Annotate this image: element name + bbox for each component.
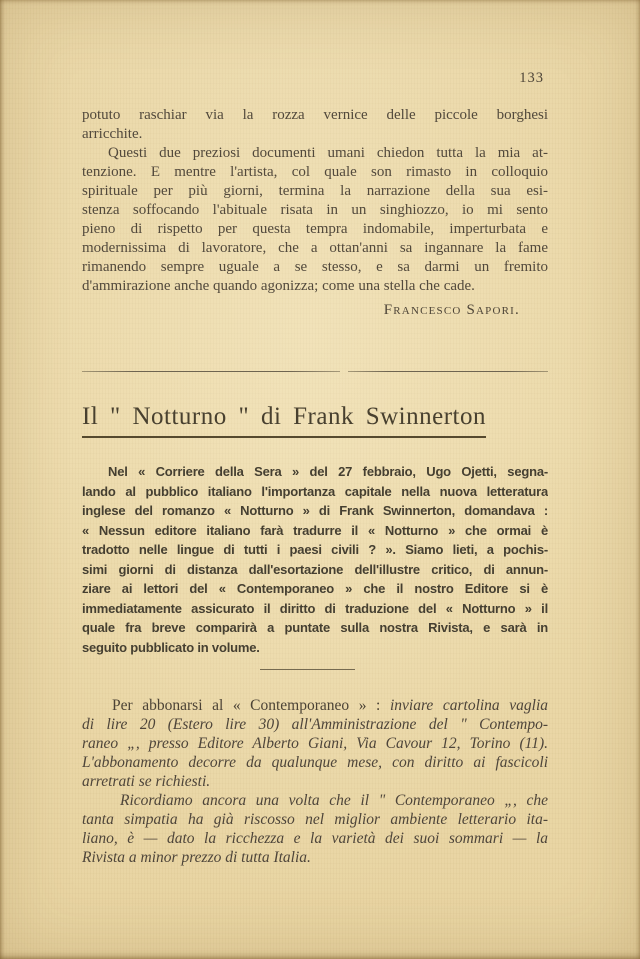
article-title-block xyxy=(82,402,548,438)
text-line: ziare ai lettori del « Contemporaneo » che il nostro Editore si è xyxy=(82,581,548,596)
text-line: liano, è — dato la ricchezza e la varietà dei suoi sommari — la xyxy=(82,830,548,847)
text-line: seguito pubblicato in volume. xyxy=(82,639,260,655)
text-line: lando al pubblico italiano l'importanza capitale nella nuova letteratura xyxy=(82,483,548,499)
text-line: Nel « Corriere della Sera » del 27 febbraio, Ugo Ojetti, segna- xyxy=(108,464,548,479)
text-line: spirituale per più giorni, termina la narrazione della sua esi- xyxy=(82,183,548,199)
text-line: inglese del romanzo « Notturno » di Frank Swinnerton, domandava : xyxy=(82,503,548,518)
subscription-lead-italic: inviare cartolina vaglia xyxy=(389,697,548,714)
subscription-lead-roman: Per abbonarsi al « Contemporaneo » : xyxy=(112,697,390,714)
text-line: tanta simpatia ha già riscosso nel miglior ambiente letterario ita- xyxy=(82,811,548,828)
paragraph xyxy=(82,144,548,296)
text-line: simi giorni di distanza dall'esortazione dell'illustre critico, di annun- xyxy=(82,561,548,577)
text-line: Questi due preziosi documenti umani chiedon tutta la mia at- xyxy=(108,145,548,161)
section-divider-rule xyxy=(82,371,548,372)
text-line: rimanendo sempre uguale a se stesso, e sa darmi un fremito xyxy=(82,259,548,275)
text-line: d'ammirazione anche quando agonizza; come una stella che cade. xyxy=(82,278,475,294)
text-line: tenzione. E mentre l'artista, col quale son rimasto in colloquio xyxy=(82,164,548,180)
text-line: arretrati se richiesti. xyxy=(82,773,211,790)
text-line: modernissima di lavoratore, che a ottan'anni sa ingannare la fame xyxy=(82,240,548,256)
text-line: stenza soffocando l'abituale risata in un singhiozzo, io mi sento xyxy=(82,202,548,218)
subscription-lead-line xyxy=(82,696,548,715)
subscription-paragraph xyxy=(82,715,548,791)
subscription-note xyxy=(82,696,548,867)
paragraph-continuation xyxy=(82,106,548,144)
text-line: quale fra breve comparirà a puntate sulla nostra Rivista, e sarà in xyxy=(82,620,548,635)
rule-segment-right xyxy=(348,371,548,372)
author-signature: Francesco Sapori. xyxy=(383,302,520,318)
text-line: raneo „, presso Editore Alberto Giani, Via Cavour 12, Torino (11). xyxy=(82,735,548,752)
article-title: Il " Notturno " di Frank Swinnerton xyxy=(82,402,486,438)
text-line: arricchite. xyxy=(82,126,143,142)
text-line: pieno di rispetto per questa tempra indomabile, imperturbata e xyxy=(82,221,548,237)
article-ending-text xyxy=(82,106,548,296)
text-line: Ricordiamo ancora una volta che il " Contemporaneo „, che xyxy=(120,792,548,809)
reminder-paragraph xyxy=(82,791,548,867)
text-line: « Nessun editore italiano farà tradurre il « Notturno » che ormai è xyxy=(82,522,548,538)
text-line: di lire 20 (Estero lire 30) all'Amministrazione del " Contempo- xyxy=(82,716,548,733)
text-line: potuto raschiar via la rozza vernice delle piccole borghesi xyxy=(82,107,548,123)
text-line: L'abbonamento decorre da qualunque mese, con diritto ai fascicoli xyxy=(82,754,548,771)
text-line: Rivista a minor prezzo di tutta Italia. xyxy=(82,849,311,866)
page-number: 133 xyxy=(519,70,544,86)
text-line: immediatamente assicurato il diritto di traduzione del « Notturno » il xyxy=(82,600,548,616)
announcement-paragraph xyxy=(82,462,548,657)
text-line: tradotto nelle lingue di tutti i paesi civili ? ». Siamo lieti, a pochis- xyxy=(82,542,548,557)
rule-segment-left xyxy=(82,371,340,372)
short-divider-rule xyxy=(260,669,355,670)
